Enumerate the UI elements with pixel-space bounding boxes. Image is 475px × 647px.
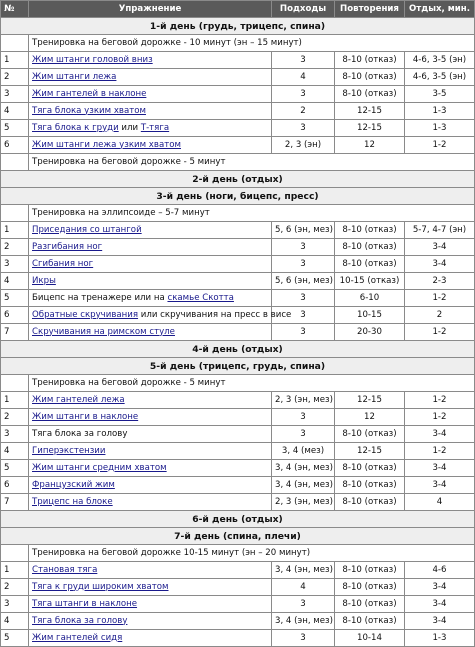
row-number: 7 xyxy=(1,324,29,341)
rest-cell: 3-4 xyxy=(405,477,475,494)
sets-cell: 2 xyxy=(272,103,335,120)
row-number: 4 xyxy=(1,613,29,630)
note-text: Тренировка на беговой дорожке - 5 минут xyxy=(29,375,475,392)
day-title: 3-й день (ноги, бицепс, пресс) xyxy=(1,188,475,205)
sets-cell: 3 xyxy=(272,596,335,613)
table-row xyxy=(1,103,475,120)
table-row xyxy=(1,630,475,647)
rest-cell: 1-3 xyxy=(405,120,475,137)
rest-cell: 2 xyxy=(405,307,475,324)
exercise-link[interactable]: Жим штанги лежа узким хватом xyxy=(32,139,181,150)
note-num-cell xyxy=(1,375,29,392)
row-number: 6 xyxy=(1,477,29,494)
exercise-link[interactable]: Тяга блока к груди xyxy=(32,122,119,133)
rest-cell: 1-3 xyxy=(405,630,475,647)
table-row xyxy=(1,562,475,579)
table-row xyxy=(1,494,475,511)
rest-cell: 1-2 xyxy=(405,324,475,341)
exercise-link[interactable]: Жим штанги средним хватом xyxy=(32,462,167,473)
note-row xyxy=(1,154,475,171)
day-title: 7-й день (спина, плечи) xyxy=(1,528,475,545)
col-header-rest: Отдых, мин. xyxy=(405,1,475,18)
exercise-cell xyxy=(29,307,292,324)
note-num-cell xyxy=(1,545,29,562)
exercise-text: или xyxy=(118,122,141,133)
row-number: 5 xyxy=(1,630,29,647)
rest-cell: 1-2 xyxy=(405,409,475,426)
exercise-cell xyxy=(29,290,272,307)
sets-cell: 3 xyxy=(272,120,335,137)
rest-cell: 3-4 xyxy=(405,596,475,613)
exercise-link[interactable]: Жим гантелей сидя xyxy=(32,632,123,643)
table-row xyxy=(1,596,475,613)
table-row xyxy=(1,426,475,443)
table-row xyxy=(1,256,475,273)
reps-cell: 10-14 xyxy=(335,630,405,647)
note-text: Тренировка на эллипсоиде – 5-7 минут xyxy=(29,205,475,222)
rest-cell: 1-2 xyxy=(405,443,475,460)
table-row xyxy=(1,120,475,137)
exercise-text: Бицепс на тренажере или на xyxy=(32,292,168,303)
day-header-row xyxy=(1,511,475,528)
exercise-cell xyxy=(29,392,272,409)
rest-cell: 3-4 xyxy=(405,579,475,596)
sets-cell: 3, 4 (эн, мез) xyxy=(272,613,335,630)
rest-cell: 3-4 xyxy=(405,256,475,273)
table-body xyxy=(1,18,475,647)
exercise-link[interactable]: Трицепс на блоке xyxy=(32,496,113,507)
rest-cell: 3-4 xyxy=(405,239,475,256)
sets-cell: 3 xyxy=(272,290,335,307)
rest-cell: 4-6, 3-5 (эн) xyxy=(405,52,475,69)
exercise-link[interactable]: Т-тяга xyxy=(140,122,170,133)
col-header-sets: Подходы xyxy=(272,1,335,18)
exercise-cell xyxy=(29,69,272,86)
row-number: 3 xyxy=(1,256,29,273)
day-header-row xyxy=(1,528,475,545)
note-row xyxy=(1,205,475,222)
reps-cell: 8-10 (отказ) xyxy=(335,52,405,69)
day-header-row xyxy=(1,341,475,358)
table-row xyxy=(1,477,475,494)
sets-cell: 3 xyxy=(272,324,335,341)
day-header-row xyxy=(1,171,475,188)
reps-cell: 12-15 xyxy=(335,103,405,120)
header-row xyxy=(1,1,475,18)
row-number: 4 xyxy=(1,103,29,120)
exercise-link[interactable]: Сгибания ног xyxy=(32,258,94,269)
exercise-cell xyxy=(29,494,272,511)
table-row xyxy=(1,443,475,460)
sets-cell: 5, 6 (эн, мез) xyxy=(272,222,335,239)
exercise-cell xyxy=(29,52,272,69)
table-row xyxy=(1,460,475,477)
row-number: 4 xyxy=(1,443,29,460)
sets-cell: 2, 3 (эн, мез) xyxy=(272,494,335,511)
day-title: 6-й день (отдых) xyxy=(1,511,475,528)
sets-cell: 3, 4 (эн, мез) xyxy=(272,562,335,579)
reps-cell: 10-15 (отказ) xyxy=(335,273,405,290)
reps-cell: 8-10 (отказ) xyxy=(335,579,405,596)
day-header-row xyxy=(1,18,475,35)
table-row xyxy=(1,579,475,596)
row-number: 3 xyxy=(1,86,29,103)
note-text: Тренировка на беговой дорожке - 5 минут xyxy=(29,154,475,171)
reps-cell: 8-10 (отказ) xyxy=(335,562,405,579)
reps-cell: 12 xyxy=(335,409,405,426)
exercise-cell xyxy=(29,86,272,103)
exercise-link[interactable]: Разгибания ног xyxy=(32,241,103,252)
row-number: 7 xyxy=(1,494,29,511)
sets-cell: 3 xyxy=(272,239,335,256)
reps-cell: 8-10 (отказ) xyxy=(335,460,405,477)
reps-cell: 8-10 (отказ) xyxy=(335,477,405,494)
sets-cell: 4 xyxy=(272,69,335,86)
row-number: 1 xyxy=(1,562,29,579)
exercise-link[interactable]: Становая тяга xyxy=(32,564,98,575)
exercise-link[interactable]: Тяга штанги в наклоне xyxy=(32,598,138,609)
note-num-cell xyxy=(1,205,29,222)
sets-cell: 3, 4 (эн, мез) xyxy=(272,460,335,477)
rest-cell: 4 xyxy=(405,494,475,511)
rest-cell: 3-4 xyxy=(405,460,475,477)
row-number: 1 xyxy=(1,222,29,239)
exercise-cell xyxy=(29,256,272,273)
table-row xyxy=(1,52,475,69)
row-number: 2 xyxy=(1,69,29,86)
exercise-cell xyxy=(29,426,272,443)
col-header-reps: Повторения xyxy=(335,1,405,18)
row-number: 3 xyxy=(1,596,29,613)
exercise-cell xyxy=(29,613,272,630)
sets-cell: 3 xyxy=(272,409,335,426)
exercise-link[interactable]: Тяга блока узким хватом xyxy=(32,105,146,116)
exercise-link[interactable]: Скручивания на римском стуле xyxy=(32,326,175,337)
exercise-cell xyxy=(29,222,272,239)
rest-cell: 4-6 xyxy=(405,562,475,579)
table-row xyxy=(1,239,475,256)
exercise-cell xyxy=(29,409,272,426)
exercise-link[interactable]: Жим штанги лежа xyxy=(32,71,117,82)
row-number: 5 xyxy=(1,460,29,477)
sets-cell: 3 xyxy=(272,256,335,273)
rest-cell: 4-6, 3-5 (эн) xyxy=(405,69,475,86)
reps-cell: 8-10 (отказ) xyxy=(335,613,405,630)
exercise-link[interactable]: Икры xyxy=(32,275,56,286)
note-text: Тренировка на беговой дорожке 10-15 минут (эн – 20 минут) xyxy=(29,545,475,562)
reps-cell: 12-15 xyxy=(335,392,405,409)
note-num-cell xyxy=(1,35,29,52)
table-row xyxy=(1,307,475,324)
note-row xyxy=(1,545,475,562)
exercise-link[interactable]: Тяга блока за голову xyxy=(32,615,128,626)
day-title: 2-й день (отдых) xyxy=(1,171,475,188)
exercise-link[interactable]: Гиперэкстензии xyxy=(32,445,106,456)
exercise-cell xyxy=(29,120,272,137)
reps-cell: 12-15 xyxy=(335,120,405,137)
exercise-link[interactable]: Жим гантелей лежа xyxy=(32,394,125,405)
exercise-cell xyxy=(29,137,272,154)
reps-cell: 8-10 (отказ) xyxy=(335,426,405,443)
exercise-text: или скручивания на пресс в висе xyxy=(138,309,292,320)
exercise-cell xyxy=(29,273,272,290)
note-text: Тренировка на беговой дорожке - 10 минут (эн – 15 минут) xyxy=(29,35,475,52)
exercise-cell xyxy=(29,239,272,256)
exercise-cell xyxy=(29,324,272,341)
rest-cell: 1-2 xyxy=(405,392,475,409)
exercise-link[interactable]: Тяга к груди широким хватом xyxy=(32,581,169,592)
exercise-link[interactable]: Жим гантелей в наклоне xyxy=(32,88,147,99)
reps-cell: 10-15 xyxy=(335,307,405,324)
exercise-link[interactable]: Французский жим xyxy=(32,479,115,490)
rest-cell: 3-4 xyxy=(405,426,475,443)
day-title: 1-й день (грудь, трицепс, спина) xyxy=(1,18,475,35)
sets-cell: 3 xyxy=(272,86,335,103)
table-row xyxy=(1,324,475,341)
exercise-cell xyxy=(29,460,272,477)
rest-cell: 2-3 xyxy=(405,273,475,290)
day-header-row xyxy=(1,188,475,205)
reps-cell: 8-10 (отказ) xyxy=(335,256,405,273)
exercise-link[interactable]: Жим штанги головой вниз xyxy=(32,54,153,65)
exercise-link[interactable]: скамье Скотта xyxy=(167,292,234,303)
table-row xyxy=(1,222,475,239)
exercise-link[interactable]: Жим штанги в наклоне xyxy=(32,411,139,422)
day-title: 4-й день (отдых) xyxy=(1,341,475,358)
sets-cell: 3, 4 (мез) xyxy=(272,443,335,460)
row-number: 1 xyxy=(1,52,29,69)
row-number: 6 xyxy=(1,307,29,324)
exercise-cell xyxy=(29,477,272,494)
table-row xyxy=(1,409,475,426)
table-row xyxy=(1,290,475,307)
row-number: 2 xyxy=(1,579,29,596)
reps-cell: 12-15 xyxy=(335,443,405,460)
table-row xyxy=(1,86,475,103)
exercise-cell xyxy=(29,630,272,647)
sets-cell: 2, 3 (эн) xyxy=(272,137,335,154)
rest-cell: 1-2 xyxy=(405,290,475,307)
row-number: 3 xyxy=(1,426,29,443)
row-number: 6 xyxy=(1,137,29,154)
table-row xyxy=(1,392,475,409)
reps-cell: 8-10 (отказ) xyxy=(335,239,405,256)
exercise-cell xyxy=(29,103,272,120)
reps-cell: 8-10 (отказ) xyxy=(335,86,405,103)
note-row xyxy=(1,35,475,52)
reps-cell: 8-10 (отказ) xyxy=(335,596,405,613)
sets-cell: 3, 4 (эн, мез) xyxy=(272,477,335,494)
table-row xyxy=(1,613,475,630)
note-num-cell xyxy=(1,154,29,171)
sets-cell: 3 xyxy=(272,630,335,647)
day-title: 5-й день (трицепс, грудь, спина) xyxy=(1,358,475,375)
sets-cell: 4 xyxy=(272,579,335,596)
rest-cell: 5-7, 4-7 (эн) xyxy=(405,222,475,239)
row-number: 5 xyxy=(1,120,29,137)
exercise-cell xyxy=(29,596,272,613)
note-row xyxy=(1,375,475,392)
rest-cell: 3-4 xyxy=(405,613,475,630)
reps-cell: 8-10 (отказ) xyxy=(335,494,405,511)
reps-cell: 8-10 (отказ) xyxy=(335,69,405,86)
row-number: 2 xyxy=(1,239,29,256)
row-number: 4 xyxy=(1,273,29,290)
table-row xyxy=(1,69,475,86)
sets-cell: 5, 6 (эн, мез) xyxy=(272,273,335,290)
row-number: 2 xyxy=(1,409,29,426)
exercise-cell xyxy=(29,443,272,460)
sets-cell: 3 xyxy=(272,426,335,443)
table-row xyxy=(1,273,475,290)
row-number: 5 xyxy=(1,290,29,307)
reps-cell: 6-10 xyxy=(335,290,405,307)
row-number: 1 xyxy=(1,392,29,409)
exercise-link[interactable]: Обратные скручивания xyxy=(32,309,139,320)
exercise-text: Тяга блока за голову xyxy=(32,428,128,439)
reps-cell: 20-30 xyxy=(335,324,405,341)
rest-cell: 3-5 xyxy=(405,86,475,103)
day-header-row xyxy=(1,358,475,375)
sets-cell: 2, 3 (эн, мез) xyxy=(272,392,335,409)
col-header-num: № xyxy=(1,1,29,18)
reps-cell: 8-10 (отказ) xyxy=(335,222,405,239)
rest-cell: 1-2 xyxy=(405,137,475,154)
col-header-exercise: Упражнение xyxy=(29,1,272,18)
rest-cell: 1-3 xyxy=(405,103,475,120)
exercise-cell xyxy=(29,562,272,579)
exercise-cell xyxy=(29,579,272,596)
sets-cell: 3 xyxy=(272,52,335,69)
sets-cell: 3 xyxy=(272,307,335,324)
reps-cell: 12 xyxy=(335,137,405,154)
exercise-link[interactable]: Приседания со штангой xyxy=(32,224,142,235)
table-row xyxy=(1,137,475,154)
